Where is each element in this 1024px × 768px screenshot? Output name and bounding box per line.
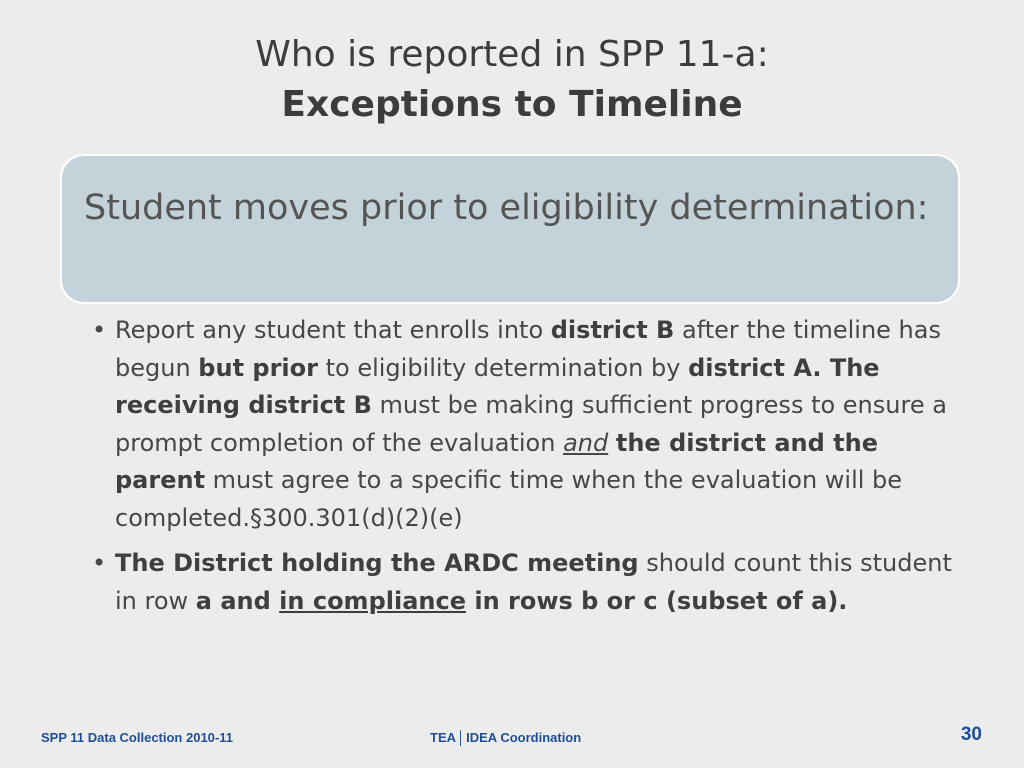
text: Report any student that enrolls into — [115, 316, 551, 344]
bold-text: The District holding the ARDC meeting — [115, 549, 639, 577]
footer-org: TEA — [430, 730, 456, 745]
bold-text: district B — [550, 316, 675, 344]
footer-left: SPP 11 Data Collection 2010-11 — [41, 730, 233, 745]
bullet-item-2 — [88, 545, 954, 620]
text: must be making sufficient progress to ensure a prompt completion of the evaluation — [115, 391, 947, 457]
footer-separator: │ — [457, 730, 466, 745]
bold-text: district A. The receiving district B — [115, 353, 880, 419]
bold-text: but prior — [198, 353, 318, 382]
italic-underlined-text: and — [563, 428, 609, 457]
text: after the timeline has begun — [115, 316, 941, 382]
text — [608, 429, 616, 457]
text: should count this student in row — [115, 549, 952, 615]
page-number: 30 — [960, 724, 982, 745]
bold-text: in rows b or c (subset of a). — [465, 586, 848, 615]
box-heading: Student moves prior to eligibility determination: — [84, 188, 929, 228]
slide-title — [0, 30, 1024, 130]
title-line-1: Who is reported in SPP 11-a: — [255, 34, 769, 75]
text: must agree to a specific time when the evaluation will be completed.§300.301(d)(2)(e) — [115, 466, 903, 532]
title-line-2: Exceptions to Timeline — [281, 84, 743, 125]
bold-text: a and — [195, 586, 280, 615]
bullet-dot: • — [92, 549, 107, 577]
bullet-dot: • — [92, 316, 107, 344]
text: to eligibility determination by — [317, 353, 689, 382]
footer-center — [430, 730, 581, 745]
bold-text: the district and the parent — [115, 428, 878, 494]
bullet-item-1 — [88, 312, 954, 537]
footer-unit: IDEA Coordination — [466, 730, 582, 745]
bold-underlined-text: in compliance — [279, 586, 466, 615]
bullet-list — [88, 312, 954, 628]
heading-box — [60, 154, 960, 304]
